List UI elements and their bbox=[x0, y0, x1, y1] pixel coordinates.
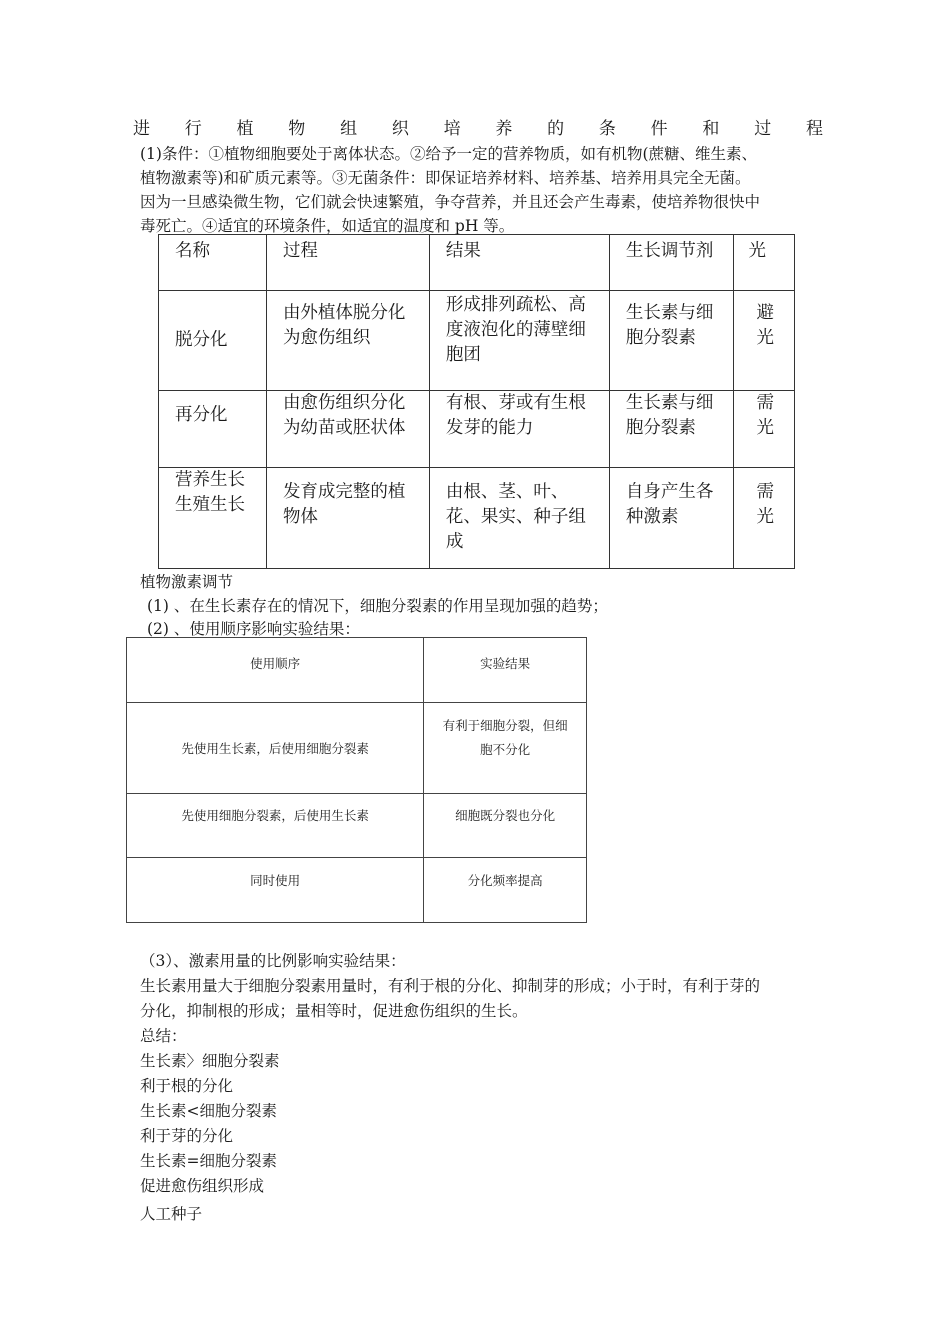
title-char: 件 bbox=[650, 119, 668, 139]
hormone-heading: 植物激素调节 bbox=[140, 573, 234, 591]
title-char: 物 bbox=[288, 119, 306, 139]
cell-result: 细胞既分裂也分化 bbox=[424, 794, 587, 858]
cell-regulator: 自身产生各种激素 bbox=[609, 468, 734, 569]
summary-item: 生长素〉细胞分裂素 bbox=[140, 1052, 280, 1070]
cell-result: 由根、茎、叶、花、果实、种子组成 bbox=[429, 468, 609, 569]
title-char: 的 bbox=[547, 119, 565, 139]
title-char: 过 bbox=[754, 119, 772, 139]
title-char: 和 bbox=[702, 119, 720, 139]
summary-item: 促进愈伤组织形成 bbox=[140, 1177, 265, 1195]
title-char: 进 bbox=[133, 119, 150, 139]
cell-process: 发育成完整的植物体 bbox=[266, 468, 429, 569]
table-row bbox=[159, 468, 795, 569]
title-char: 培 bbox=[443, 119, 461, 139]
summary-item: 利于芽的分化 bbox=[140, 1127, 234, 1145]
table-header-row bbox=[127, 638, 587, 703]
cell-process: 由愈伤组织分化为幼苗或胚状体 bbox=[266, 391, 429, 468]
header-cell-name: 名称 bbox=[159, 235, 267, 291]
title-char: 条 bbox=[598, 119, 616, 139]
summary-item: 生长素<细胞分裂素 bbox=[140, 1102, 277, 1120]
cell-light: 需光 bbox=[734, 391, 795, 468]
cell-regulator: 生长素与细胞分裂素 bbox=[609, 291, 734, 391]
title-char: 养 bbox=[495, 119, 513, 139]
hormone-point-2: (2) 、使用顺序影响实验结果： bbox=[147, 620, 360, 638]
table-row bbox=[127, 858, 587, 923]
header-cell-process: 过程 bbox=[266, 235, 429, 291]
summary-label: 总结： bbox=[140, 1027, 187, 1045]
cell-result: 分化频率提高 bbox=[424, 858, 587, 923]
cell-light: 避光 bbox=[734, 291, 795, 391]
header-cell-result: 实验结果 bbox=[424, 638, 587, 703]
cell-order: 同时使用 bbox=[127, 858, 424, 923]
order-table bbox=[126, 637, 587, 923]
title-char: 组 bbox=[340, 119, 358, 139]
summary-final: 人工种子 bbox=[140, 1205, 203, 1223]
cell-name: 再分化 bbox=[159, 391, 267, 468]
cell-name: 脱分化 bbox=[159, 291, 267, 391]
summary-item: 生长素=细胞分裂素 bbox=[140, 1152, 277, 1170]
title-char: 行 bbox=[184, 119, 202, 139]
hormone-point-1: (1) 、在生长素存在的情况下，细胞分裂素的作用呈现加强的趋势； bbox=[147, 597, 608, 615]
title-char: 程 bbox=[805, 119, 823, 139]
conditions-line: 植物激素等)和矿质元素等。③无菌条件：即保证培养材料、培养基、培养用具完全无菌。 bbox=[140, 169, 751, 187]
table-row bbox=[127, 703, 587, 794]
cell-result: 有利于细胞分裂，但细胞不分化 bbox=[424, 703, 587, 794]
table-row bbox=[159, 391, 795, 468]
header-cell-regulator: 生长调节剂 bbox=[609, 235, 734, 291]
title-char: 植 bbox=[236, 119, 254, 139]
cell-result: 有根、芽或有生根发芽的能力 bbox=[429, 391, 609, 468]
cell-process: 由外植体脱分化为愈伤组织 bbox=[266, 291, 429, 391]
table-header-row bbox=[159, 235, 795, 291]
table-row bbox=[127, 794, 587, 858]
process-table bbox=[158, 234, 795, 569]
cell-order: 先使用生长素，后使用细胞分裂素 bbox=[127, 703, 424, 794]
conditions-line: 毒死亡。④适宜的环境条件，如适宜的温度和 pH 等。 bbox=[140, 217, 515, 235]
cell-light: 需光 bbox=[734, 468, 795, 569]
table-row bbox=[159, 291, 795, 391]
header-cell-order: 使用顺序 bbox=[127, 638, 424, 703]
ratio-line: 生长素用量大于细胞分裂素用量时，有利于根的分化、抑制芽的形成；小于时，有利于芽的 bbox=[140, 977, 761, 995]
ratio-line: 分化，抑制根的形成；量相等时，促进愈伤组织的生长。 bbox=[140, 1002, 528, 1020]
cell-order: 先使用细胞分裂素，后使用生长素 bbox=[127, 794, 424, 858]
cell-result: 形成排列疏松、高度液泡化的薄壁细胞团 bbox=[429, 291, 609, 391]
conditions-line: 因为一旦感染微生物，它们就会快速繁殖，争夺营养，并且还会产生毒素，使培养物很快中 bbox=[140, 193, 761, 211]
ratio-heading: （3）、激素用量的比例影响实验结果： bbox=[140, 952, 406, 970]
summary-item: 利于根的分化 bbox=[140, 1077, 234, 1095]
header-cell-result: 结果 bbox=[429, 235, 609, 291]
page-title bbox=[133, 114, 823, 139]
title-char: 织 bbox=[391, 119, 409, 139]
cell-regulator: 生长素与细胞分裂素 bbox=[609, 391, 734, 468]
header-cell-light: 光 bbox=[734, 235, 795, 291]
conditions-line: (1)条件：①植物细胞要处于离体状态。②给予一定的营养物质，如有机物(蔗糖、维生素、 bbox=[140, 145, 758, 163]
cell-name: 营养生长生殖生长 bbox=[159, 468, 267, 569]
conditions-paragraph bbox=[140, 142, 830, 238]
